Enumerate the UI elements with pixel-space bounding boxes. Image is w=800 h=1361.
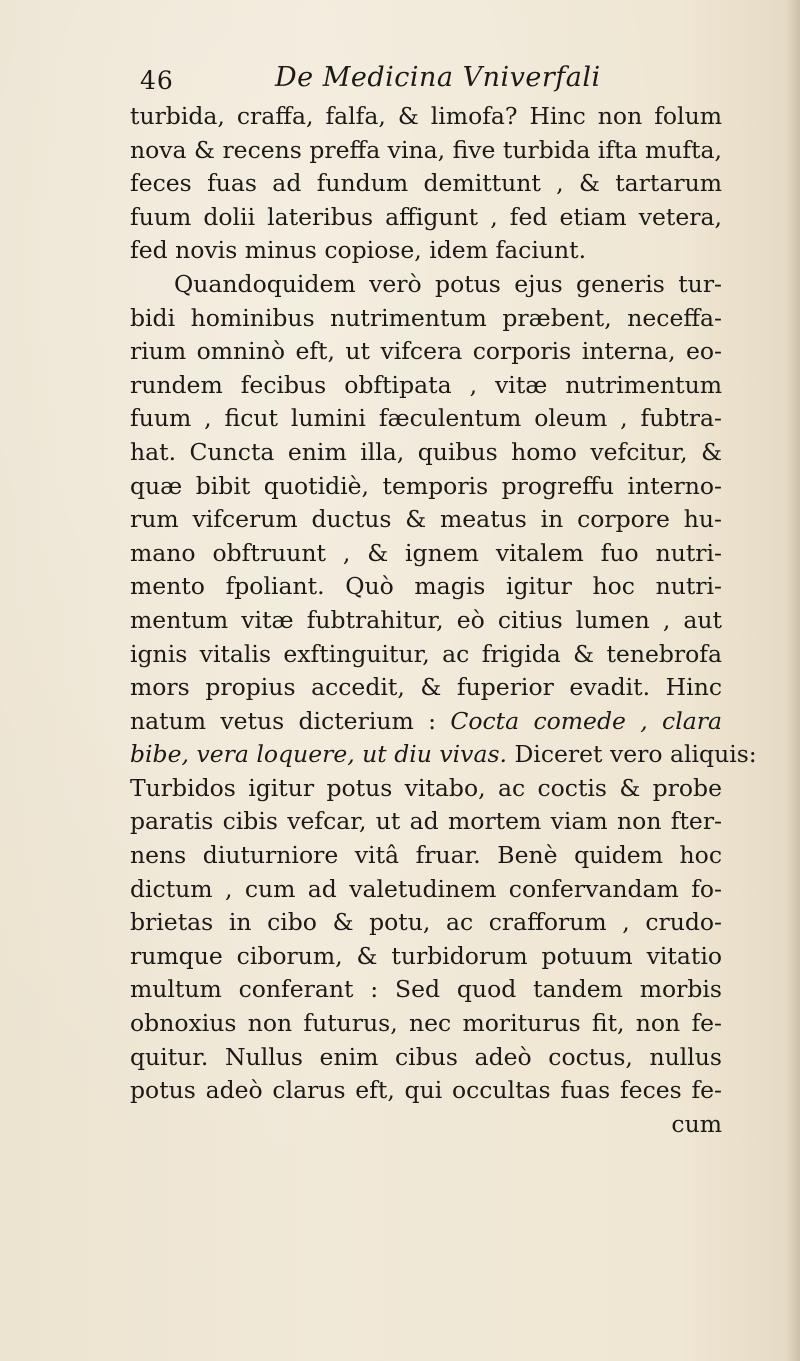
- text-line: hat. Cuncta enim illa, quibus homo vefcitur, &: [130, 437, 722, 466]
- text-line: dictum , cum ad valetudinem confervandam fo-: [130, 874, 722, 903]
- text-line: turbida, craffa, falfa, & limofa? Hinc non folum: [130, 102, 722, 130]
- text-line: feces fuas ad fundum demittunt , & tartarum: [130, 169, 722, 198]
- text-line: mentum vitæ fubtrahitur, eò citius lumen , aut: [130, 605, 722, 634]
- text-line: obnoxius non futurus, nec moriturus fit, non fe-: [130, 1009, 722, 1038]
- body-text: [130, 100, 757, 1141]
- text-line: potus adeò clarus eft, qui occultas fuas feces fe-: [130, 1076, 722, 1105]
- page-number: 46: [140, 66, 174, 95]
- text-line: ignis vitalis exftinguitur, ac frigida & tenebrofa: [130, 639, 722, 668]
- text-line: nens diuturniore vitâ fruar. Benè quidem hoc: [130, 841, 722, 870]
- text-line: rum vifcerum ductus & meatus in corpore hu-: [130, 505, 722, 534]
- text-span: natum vetus dicterium :: [130, 706, 451, 735]
- text-line: paratis cibis vefcar, ut ad mortem viam non fter-: [130, 807, 722, 836]
- text-line: quitur. Nullus enim cibus adeò coctus, nullus: [130, 1042, 722, 1071]
- page-edge-shadow: [786, 0, 800, 1361]
- page-header: [140, 62, 720, 102]
- text-line: rumque ciborum, & turbidorum potuum vitatio: [130, 941, 722, 970]
- text-line: Quandoquidem verò potus ejus generis tur-: [174, 269, 722, 298]
- text-line: multum conferant : Sed quod tandem morbis: [130, 975, 722, 1004]
- text-line: fuum , ficut lumini fæculentum oleum , fubtra-: [130, 404, 722, 433]
- italic-phrase: bibe, vera loquere, ut diu vivas.: [130, 740, 507, 769]
- text-line: mano obftruunt , & ignem vitalem fuo nutri-: [130, 538, 722, 567]
- text-line: fed novis minus copiose, idem faciunt.: [130, 236, 587, 265]
- text-line: brietas in cibo & potu, ac crafforum , crudo-: [130, 908, 722, 937]
- text-line: rium omninò eft, ut vifcera corporis interna, eo-: [130, 337, 722, 366]
- text-line: mento fpoliant. Quò magis igitur hoc nutri-: [130, 572, 722, 601]
- text-line: fuum dolii lateribus affigunt , fed etiam vetera,: [130, 202, 722, 231]
- text-line: Turbidos igitur potus vitabo, ac coctis & probe: [130, 773, 722, 802]
- italic-phrase: Cocta comede , clara: [450, 706, 722, 735]
- running-title: De Medicina Vniverfali: [275, 62, 601, 93]
- text-line: quæ bibit quotidiè, temporis progreffu interno-: [130, 471, 722, 500]
- text-line: [130, 705, 722, 739]
- catchword: cum: [671, 1109, 722, 1138]
- text-line: mors propius accedit, & fuperior evadit. Hinc: [130, 673, 722, 702]
- text-line: rundem fecibus obftipata , vitæ nutrimentum: [130, 370, 722, 399]
- text-line: [130, 738, 757, 772]
- text-line: nova & recens preffa vina, five turbida ifta mufta,: [130, 135, 722, 164]
- text-line: bidi hominibus nutrimentum præbent, neceffa-: [130, 303, 722, 332]
- text-span: Diceret vero aliquis:: [507, 740, 757, 769]
